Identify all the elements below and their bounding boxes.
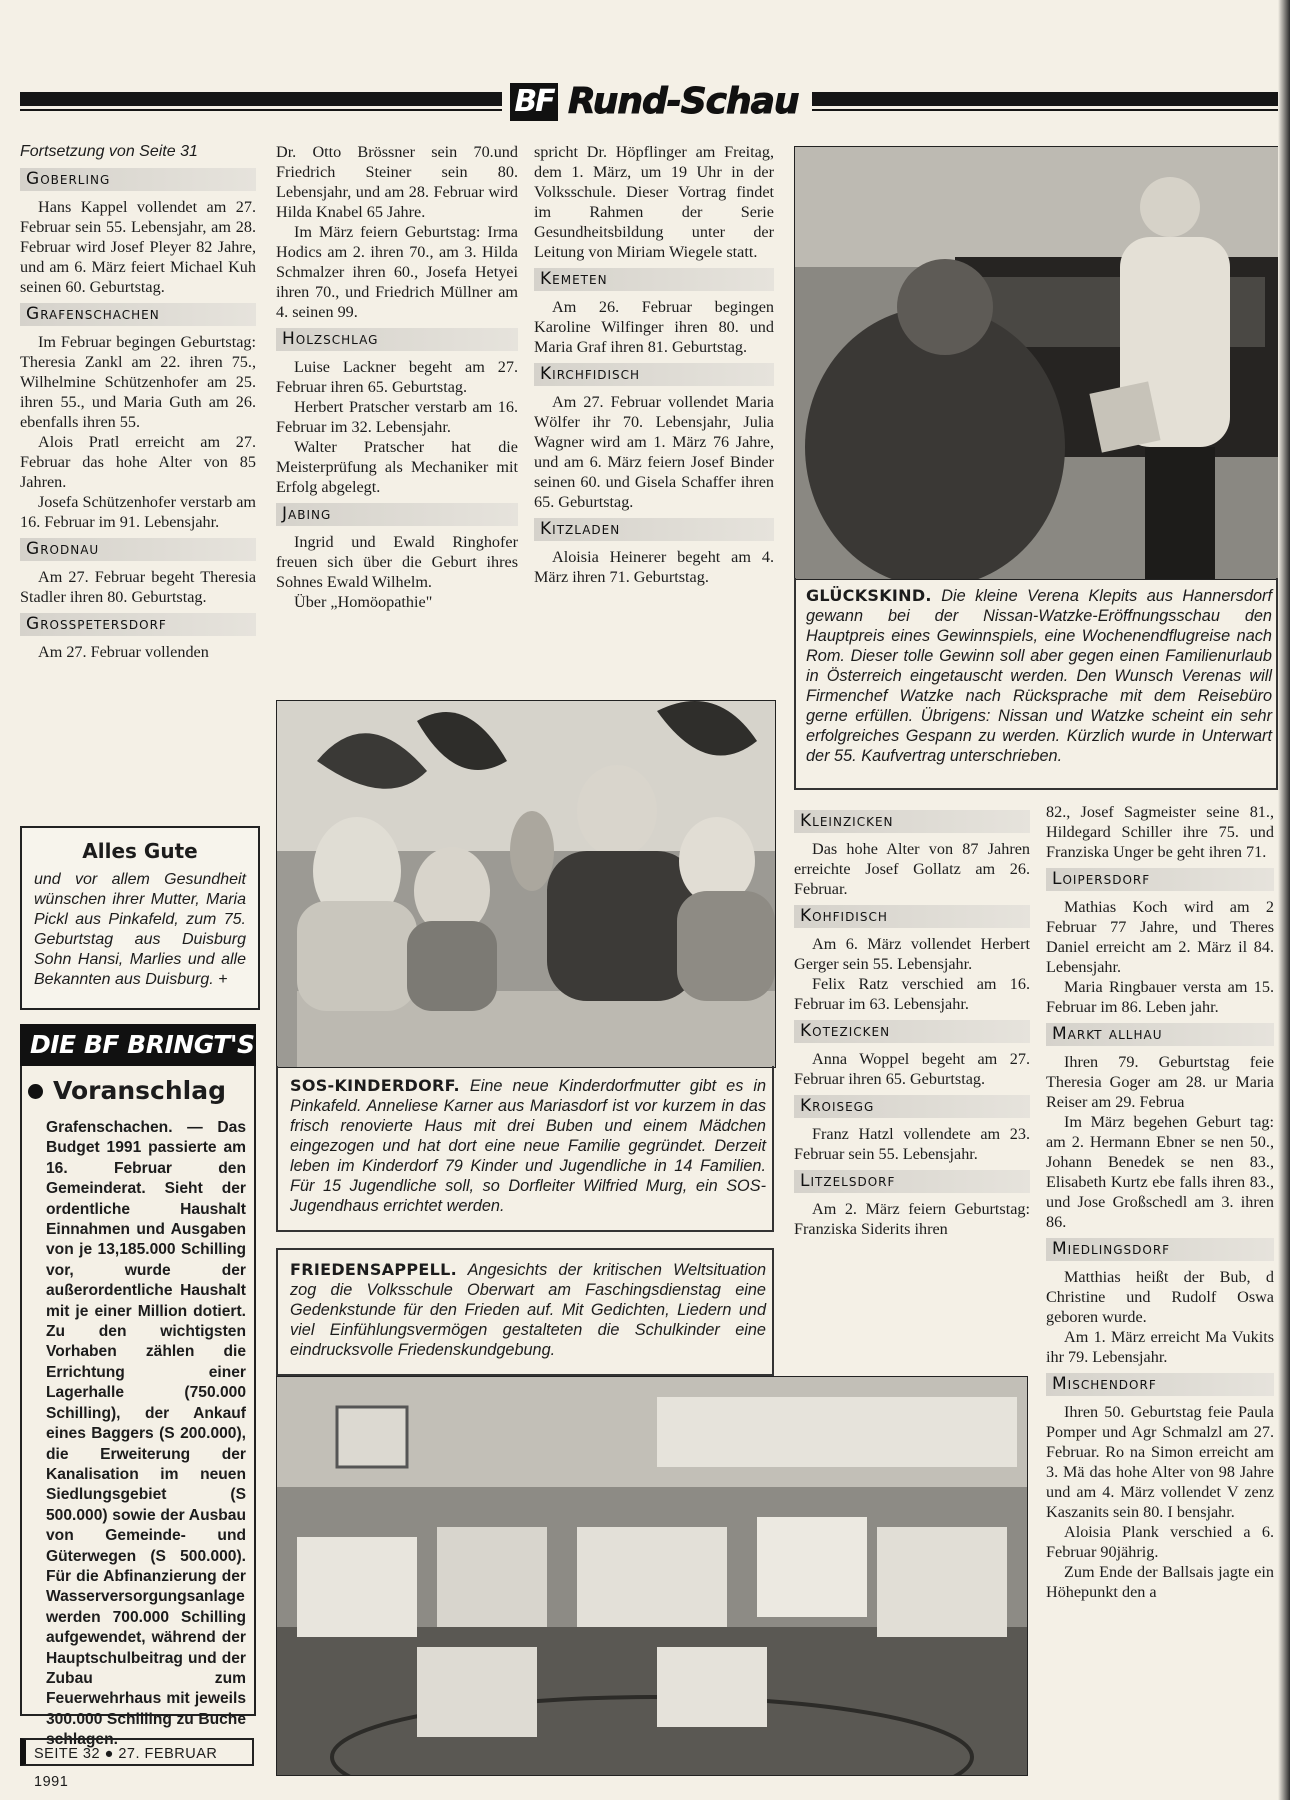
caption-glueckskind-text: Die kleine Verena Klepits aus Hannersdorf gewann bei der Nissan-Watzke-Eröffnungsschau den Hauptpreis eines Gewinnspiels, eine Wochenendflugreise nach Rom. Dieser tolle Gewinn soll aber gegen einen Familienurlaub in Österreich eingetauscht werden. Den Wunsch Verenas will Firmenchef Watzke nach Rücksprache mit dem Reisebüro gerne erfüllen. Übrigens: Nissan und Watzke scheint ein sehr erfolgreiches Gespann zu werden. Kürzlich wurde in Unterwart der 55. Kaufvertrag unterschrieben.: [806, 587, 1272, 765]
heading-kotezicken: Kotezicken: [794, 1020, 1030, 1043]
text-kemeten: Am 26. Februar begingen Karoline Wilfinger ihren 80. und Maria Graf ihren 81. Geburtstag.: [534, 298, 774, 356]
text-col3-cont: spricht Dr. Höpflinger am Freitag, dem 1. März, um 19 Uhr in der Volksschule. Dieser Vortrag findet im Rahmen der Serie Gesundheitsbildung unter der Leitung von Miriam Wiegele statt.: [534, 143, 774, 261]
text-mischendorf-1: Ihren 50. Geburtstag feie Paula Pomper und Agr Schmalzl am 27. Februar. Ro na Simon erreicht am 3. Mä das hohe Alter von 98 Jahre und am 4. März vollendet V zenz Kaszanits sein 80. I bensjahr.: [1046, 1403, 1274, 1521]
photo-sos-image: [277, 701, 775, 1067]
caption-frieden-lead: FRIEDENSAPPELL.: [290, 1260, 457, 1279]
text-col2-maerz: Im März feiern Geburtstag: Irma Hodics am 2. ihren 70., am 3. Hilda Schmalzer ihren 60., Josefa Hetyei ihren 70., und Friedrich Müllner am 4. seinen 99.: [276, 223, 518, 321]
continuation-note: Fortsetzung von Seite 31: [20, 143, 198, 160]
alles-gute-box: [20, 826, 260, 1010]
text-mischendorf-3: Zum Ende der Ballsais jagte ein Höhepunkt den a: [1046, 1563, 1274, 1601]
heading-jabing: Jabing: [276, 503, 518, 526]
caption-sos-lead: SOS-KINDERDORF.: [290, 1076, 460, 1095]
heading-kemeten: Kemeten: [534, 268, 774, 291]
bringts-article: [46, 1118, 246, 1751]
caption-sos: [290, 1076, 766, 1216]
text-col5-cont: 82., Josef Sagmeister seine 81., Hildegard Schiller ihre 75. und Franziska Unger be geht ihren 71.: [1046, 803, 1274, 861]
caption-glueckskind: [806, 586, 1272, 766]
column-3: [534, 142, 774, 587]
text-holzschlag-3: Walter Pratscher hat die Meisterprüfung als Mechaniker mit Erfolg abgelegt.: [276, 438, 518, 496]
bf-logo: BF: [510, 83, 558, 121]
alles-gute-text: und vor allem Gesundheit wünschen ihrer Mutter, Maria Pickl aus Pinkafeld, zum 75. Geburtstag aus Duisburg Sohn Hansi, Marlies und alle Bekannten aus Duisburg. +: [34, 871, 246, 988]
column-2: [276, 142, 518, 612]
photo-friedensappell-image: [277, 1377, 1027, 1775]
photo-friedensappell: [276, 1376, 1028, 1776]
caption-frieden: [290, 1260, 766, 1360]
photo-sos-kinderdorf: [276, 700, 776, 1068]
column-1: [20, 142, 256, 662]
photo-glueckskind-image: [795, 147, 1279, 579]
masthead-rule-left: [20, 92, 502, 106]
heading-kohfidisch: Kohfidisch: [794, 905, 1030, 928]
heading-miedlingsdorf: Miedlingsdorf: [1046, 1238, 1274, 1261]
heading-holzschlag: Holzschlag: [276, 328, 518, 351]
text-holzschlag-1: Luise Lackner begeht am 27. Februar ihren 65. Geburtstag.: [276, 358, 518, 396]
text-jabing-2: Über „Homöopathie": [294, 593, 433, 611]
text-markt-allhau-2: Im März begehen Geburt tag: am 2. Hermann Ebner se nen 50., Johann Benedek se nen 83., Elisabeth Kurtz ebe falls ihren 83., und Jose Großschedl am 3. ihren 86.: [1046, 1113, 1274, 1231]
text-loipersdorf-2: Maria Ringbauer versta am 15. Februar im 86. Leben jahr.: [1046, 978, 1274, 1016]
photo-glueckskind: [794, 146, 1280, 580]
text-grodnau: Am 27. Februar begeht Theresia Stadler ihren 80. Geburtstag.: [20, 568, 256, 606]
section-title: Rund-Schau: [568, 81, 799, 122]
text-holzschlag-2: Herbert Pratscher verstarb am 16. Februar im 32. Lebensjahr.: [276, 398, 518, 436]
text-kohfidisch-1: Am 6. März vollendet Herbert Gerger sein 55. Lebensjahr.: [794, 935, 1030, 973]
heading-loipersdorf: Loipersdorf: [1046, 868, 1274, 891]
bringts-subheading: [28, 1076, 226, 1106]
heading-mischendorf: Mischendorf: [1046, 1373, 1274, 1396]
bullet-icon: [28, 1084, 43, 1099]
heading-goberling: Goberling: [20, 168, 256, 191]
text-kotezicken: Anna Woppel begeht am 27. Februar ihren 65. Geburtstag.: [794, 1050, 1030, 1088]
text-miedlingsdorf-2: Am 1. März erreicht Ma Vukits ihr 79. Lebensjahr.: [1046, 1328, 1274, 1366]
heading-grosspetersdorf: Grosspetersdorf: [20, 613, 256, 636]
text-kroisegg: Franz Hatzl vollendete am 23. Februar sein 55. Lebensjahr.: [794, 1125, 1030, 1163]
text-col2-cont: Dr. Otto Brössner sein 70.und Friedrich Steiner sein 80. Lebensjahr, und am 28. Februar wird Hilda Knabel 65 Jahre.: [276, 143, 518, 221]
masthead-rule-right: [812, 92, 1282, 106]
column-5: [1046, 802, 1274, 1602]
heading-kleinzicken: Kleinzicken: [794, 810, 1030, 833]
bringts-banner: DIE BF BRINGT'S: [20, 1024, 256, 1066]
heading-grafenschachen: Grafenschachen: [20, 303, 256, 326]
page-footer: SEITE 32 ● 27. FEBRUAR 1991: [20, 1738, 254, 1766]
heading-litzelsdorf: Litzelsdorf: [794, 1170, 1030, 1193]
text-kirchfidisch: Am 27. Februar vollendet Maria Wölfer ihr 70. Lebensjahr, Julia Wagner wird am 1. März 76 Jahre, und am 6. März feiern Josef Binder seinen 60. und Gisela Schaffer ihren 65. Geburtstag.: [534, 393, 774, 511]
caption-sos-text: Eine neue Kinderdorfmutter gibt es in Pinkafeld. Anneliese Karner aus Mariasdorf ist vor kurzem in das frisch renovierte Haus mit drei Buben und einem Mädchen eingezogen und hat dort eine neue Familie gegründet. Derzeit leben im Kinderdorf 79 Kinder und Jugendliche in 14 Familien. Für 15 Jugendliche soll, so Dorfleiter Wilfried Murg, ein SOS-Jugendhaus errichtet werden.: [290, 1077, 766, 1215]
text-kitzladen: Aloisia Heinerer begeht am 4. März ihren 71. Geburtstag.: [534, 548, 774, 586]
text-kohfidisch-2: Felix Ratz verschied am 16. Februar im 63. Lebensjahr.: [794, 975, 1030, 1013]
alles-gute-title: Alles Gute: [82, 839, 198, 863]
text-grafenschachen-1: Im Februar begingen Geburtstag: Theresia Zankl am 22. ihren 75., Wilhelmine Schützenhofer am 25. ihren 55., und Maria Guth am 26. ebenfalls ihren 55.: [20, 333, 256, 431]
heading-markt-allhau: Markt allhau: [1046, 1023, 1274, 1046]
bringts-subheading-text: Voranschlag: [53, 1076, 226, 1105]
column-4: [794, 804, 1030, 1239]
text-kleinzicken: Das hohe Alter von 87 Jahren erreichte Josef Gollatz am 26. Februar.: [794, 840, 1030, 898]
heading-kitzladen: Kitzladen: [534, 518, 774, 541]
text-grafenschachen-3: Josefa Schützenhofer verstarb am 16. Februar im 91. Lebensjahr.: [20, 493, 256, 531]
masthead: [510, 80, 805, 124]
text-goberling: Hans Kappel vollendet am 27. Februar sein 55. Lebensjahr, am 28. Februar wird Josef Pleyer 82 Jahre, und am 6. März feiert Michael Kuh seinen 60. Geburtstag.: [20, 198, 256, 296]
heading-kirchfidisch: Kirchfidisch: [534, 363, 774, 386]
page-edge-shadow: [1278, 0, 1290, 1800]
text-markt-allhau-1: Ihren 79. Geburtstag feie Theresia Goger am 28. ur Maria Reiser am 29. Februa: [1046, 1053, 1274, 1111]
text-mischendorf-2: Aloisia Plank verschied a 6. Februar 90jährig.: [1046, 1523, 1274, 1561]
text-miedlingsdorf-1: Matthias heißt der Bub, d Christine und Rudolf Oswa geboren wurde.: [1046, 1268, 1274, 1326]
text-loipersdorf-1: Mathias Koch wird am 2 Februar 77 Jahre, und Theres Daniel erreicht am 2. März il 84. Lebensjahr.: [1046, 898, 1274, 976]
heading-kroisegg: Kroisegg: [794, 1095, 1030, 1118]
caption-frieden-text: Angesichts der kritischen Weltsituation zog die Volksschule Oberwart am Faschingsdienstag eine Gedenkstunde für den Frieden auf. Mit Gedichten, Liedern und viel Einfühlungsvermögen gestalteten die Schulkinder eine eindrucksvolle Friedenskundgebung.: [290, 1261, 766, 1359]
text-litzelsdorf: Am 2. März feiern Geburtstag: Franziska Siderits ihren: [794, 1200, 1030, 1238]
bringts-article-text: Grafenschachen. — Das Budget 1991 passierte am 16. Februar den Gemeinderat. Sieht der ordentliche Haushalt Einnahmen und Ausgaben von je 13,185.000 Schilling vor, wurde der außerordentliche Haushalt mit je einer Million dotiert. Zu den wichtigsten Vorhaben zählen die Errichtung einer Lagerhalle (750.000 Schilling), der Ankauf eines Baggers (S 200.000), die Erweiterung der Kanalisation im neuen Siedlungsgebiet (S 500.000) sowie der Ausbau von Gemeinde- und Güterwegen (S 500.000). Für die Abfinanzierung der Wasserversorgungsanlage werden 700.000 Schilling aufgewendet, während der Hauptschulbeitrag und der Zubau zum Feuerwehrhaus mit jeweils 300.000 Schilling zu Buche schlagen.: [46, 1119, 246, 1749]
text-grafenschachen-2: Alois Pratl erreicht am 27. Februar das hohe Alter von 85 Jahren.: [20, 433, 256, 491]
caption-glueckskind-lead: GLÜCKSKIND.: [806, 586, 932, 605]
text-jabing-1: Ingrid und Ewald Ringhofer freuen sich über die Geburt ihres Sohnes Ewald Wilhelm.: [276, 533, 518, 591]
heading-grodnau: Grodnau: [20, 538, 256, 561]
text-grosspetersdorf: Am 27. Februar vollenden: [38, 643, 209, 661]
